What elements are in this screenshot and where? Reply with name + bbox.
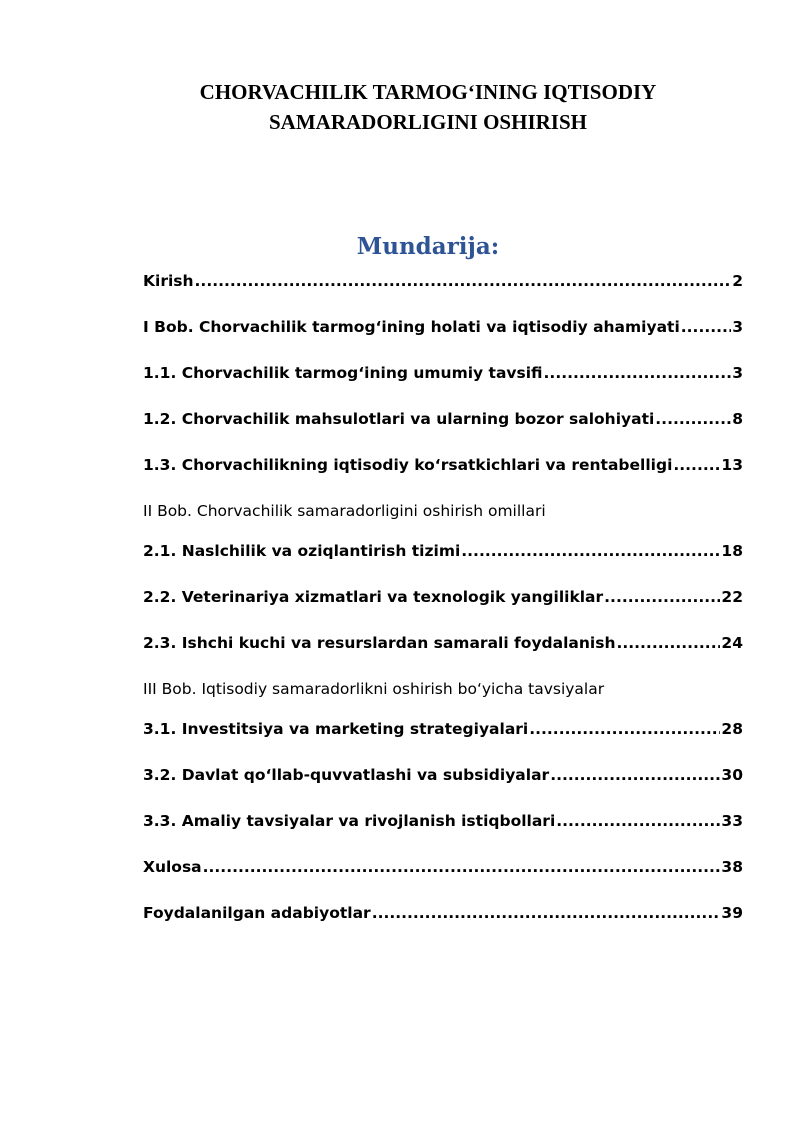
- toc-entry-title: 3.2. Davlat qo‘llab-quvvatlashi va subsidiyalar: [143, 766, 550, 784]
- toc-page-number: 33: [721, 812, 743, 830]
- toc-entry-title: II Bob. Chorvachilik samaradorligini oshirish omillari: [143, 502, 546, 520]
- title-line-2: SAMARADORLIGINI OSHIRISH: [269, 110, 587, 134]
- toc-dot-leader: [673, 454, 720, 476]
- toc-page-number: 13: [721, 456, 743, 474]
- toc-dot-leader: [529, 718, 720, 740]
- toc-dot-leader: [203, 856, 721, 878]
- toc-page-number: 24: [721, 634, 743, 652]
- toc-dot-leader: [195, 270, 732, 292]
- toc-entry[interactable]: [143, 764, 743, 786]
- toc-page-number: 2: [732, 272, 743, 290]
- toc-page-number: 30: [721, 766, 743, 784]
- toc-entry-title: 3.1. Investitsiya va marketing strategiyalari: [143, 720, 529, 738]
- toc-dot-leader: [372, 902, 721, 924]
- toc-entry[interactable]: [143, 270, 743, 292]
- toc-entry-title: 2.1. Naslchilik va oziqlantirish tizimi: [143, 542, 461, 560]
- toc-entry[interactable]: [143, 810, 743, 832]
- toc-entry[interactable]: [143, 408, 743, 430]
- toc-page-number: 39: [721, 904, 743, 922]
- toc-entry[interactable]: [143, 856, 743, 878]
- toc-entry-title: 2.2. Veterinariya xizmatlari va texnologik yangiliklar: [143, 588, 604, 606]
- toc-entry-title: 3.3. Amaliy tavsiyalar va rivojlanish istiqbollari: [143, 812, 556, 830]
- toc-page-number: 3: [732, 318, 743, 336]
- toc-entry[interactable]: [143, 362, 743, 384]
- toc-dot-leader: [616, 632, 720, 654]
- toc-heading: Mundarija:: [356, 233, 500, 260]
- toc-entry[interactable]: [143, 678, 743, 700]
- toc-entry-title: 1.3. Chorvachilikning iqtisodiy ko‘rsatkichlari va rentabelligi: [143, 456, 673, 474]
- toc-entry-title: Xulosa: [143, 858, 202, 876]
- toc-dot-leader: [544, 362, 732, 384]
- toc-entry-title: Foydalanilgan adabiyotlar: [143, 904, 371, 922]
- toc-entry-title: I Bob. Chorvachilik tarmog‘ining holati va iqtisodiy ahamiyati: [143, 318, 680, 336]
- toc-entry[interactable]: [143, 540, 743, 562]
- title-line-1: CHORVACHILIK TARMOG‘INING IQTISODIY: [199, 80, 657, 104]
- toc-dot-leader: [681, 316, 731, 338]
- toc-entry-title: III Bob. Iqtisodiy samaradorlikni oshirish bo‘yicha tavsiyalar: [143, 680, 605, 698]
- toc-entry[interactable]: [143, 316, 743, 338]
- document-title: [100, 77, 756, 137]
- toc-entry[interactable]: [143, 902, 743, 924]
- toc-page-number: 38: [721, 858, 743, 876]
- toc-page-number: 22: [721, 588, 743, 606]
- toc-entry-title: 1.2. Chorvachilik mahsulotlari va ularning bozor salohiyati: [143, 410, 655, 428]
- toc-page-number: 3: [732, 364, 743, 382]
- toc-page-number: 28: [721, 720, 743, 738]
- toc-dot-leader: [604, 586, 720, 608]
- toc-entry[interactable]: [143, 632, 743, 654]
- toc-dot-leader: [556, 810, 720, 832]
- toc-page-number: 8: [732, 410, 743, 428]
- toc-entry[interactable]: [143, 454, 743, 476]
- toc-dot-leader: [655, 408, 731, 430]
- toc-entry[interactable]: [143, 718, 743, 740]
- toc-dot-leader: [550, 764, 720, 786]
- toc-entry[interactable]: [143, 586, 743, 608]
- toc-entry-title: Kirish: [143, 272, 194, 290]
- toc-page-number: 18: [721, 542, 743, 560]
- toc-entry-title: 1.1. Chorvachilik tarmog‘ining umumiy tavsifi: [143, 364, 543, 382]
- toc-entry-title: 2.3. Ishchi kuchi va resurslardan samarali foydalanish: [143, 634, 616, 652]
- toc-dot-leader: [461, 540, 720, 562]
- toc-entry[interactable]: [143, 500, 743, 522]
